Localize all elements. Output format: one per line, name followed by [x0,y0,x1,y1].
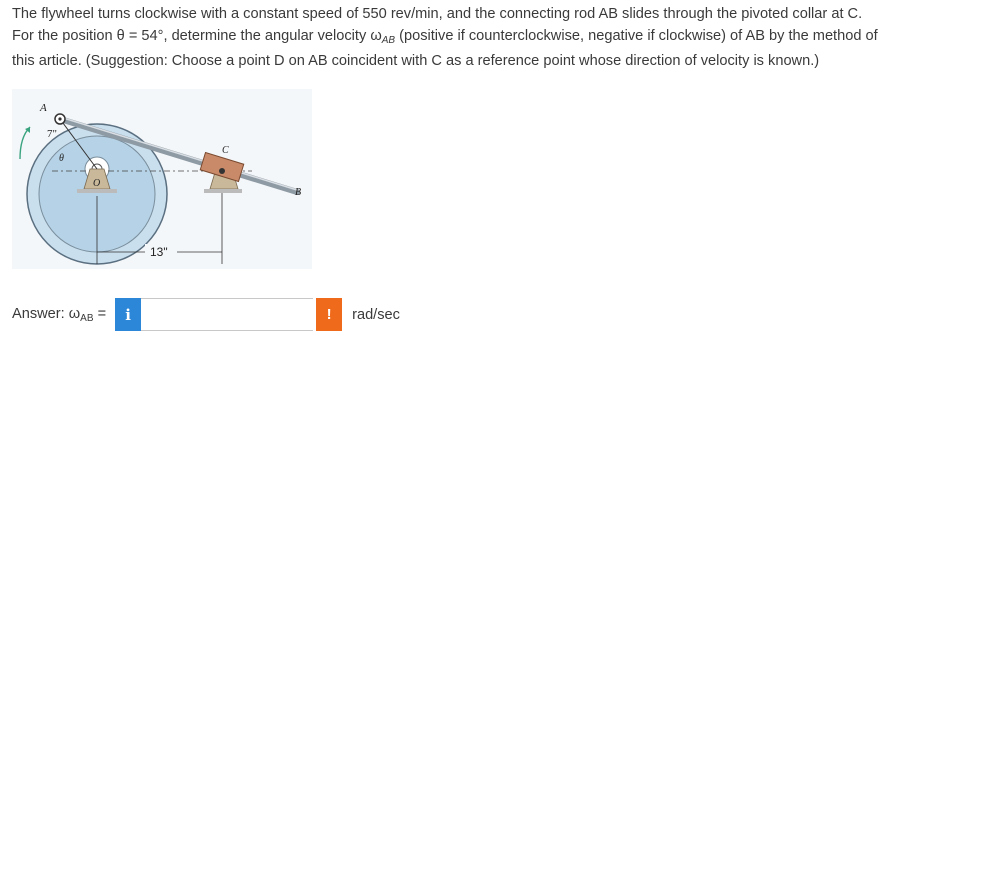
pin-a-center [58,117,61,120]
info-button[interactable] [115,298,141,331]
label-radius: 7" [47,128,57,140]
mechanism-figure [12,89,312,269]
flywheel-diagram [12,89,312,269]
base-plate-o [77,189,117,193]
base-plate-c [204,189,242,193]
problem-line-2 [12,26,972,52]
label-distance: 13" [150,245,168,259]
label-theta: θ [59,153,64,164]
problem-statement [12,4,972,73]
problem-line-1: The flywheel turns clockwise with a constant speed of 550 rev/min, and the connecting rod AB slides through the pivoted collar at C. [12,6,863,22]
answer-label-subscript: AB [80,312,94,324]
label-a: A [40,102,47,114]
problem-line-2-part-b: (positive if counterclockwise, negative if clockwise) of AB by the method of [395,27,878,44]
omega-subscript: AB [381,34,396,46]
warning-icon: ! [326,306,332,323]
label-b: B [295,187,302,198]
answer-row [12,298,400,331]
answer-input[interactable] [141,298,313,331]
unit-label: rad/sec [352,306,400,323]
answer-label [12,306,106,324]
answer-label-text: Answer: ω [12,305,81,322]
answer-label-equals: = [93,305,107,322]
label-c: C [222,145,229,156]
warning-button[interactable] [316,298,342,331]
collar-pivot [219,168,225,174]
label-o: O [93,178,101,189]
info-icon: i [125,305,131,324]
problem-line-2-part-a: For the position θ = 54°, determine the angular velocity ω [12,27,382,44]
problem-line-3: this article. (Suggestion: Choose a point D on AB coincident with C as a reference point whose direction of velocity is known.) [12,53,820,69]
